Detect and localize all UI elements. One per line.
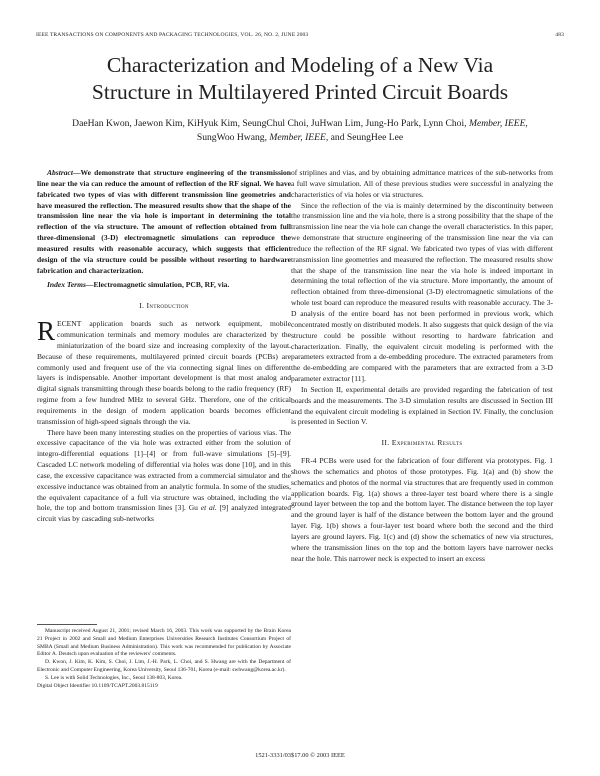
author-line-1 [40, 117, 560, 131]
author-role-2: Member, IEEE, [269, 131, 329, 143]
intro-paragraph-2-text-b: [9] analyzed integrated circuit vias by cascading sub-networks [37, 503, 292, 524]
intro-paragraph-2-text-a: There have been many interesting studies on the properties of various vias. The excessive capacitance of the via hole was extracted either from the solution of integro-differential equations [1]–[4] or from full-wave simulations [5]–[9]. Cascaded LC network modeling of differential via holes was done [10], and in this case, the excessive capacitance was extracted from a commercial simulator and the excessive inductance was obtained from an analytic formula. In some of the studies, the equivalent capacitance of a full via structure was obtained, including the via hole, the top and bottom transmission lines [3]. [37, 427, 291, 513]
left-column [37, 168, 291, 525]
intro-paragraph-2 [37, 428, 291, 526]
intro-paragraph-1 [37, 316, 292, 427]
title-line-2: Structure in Multilayered Printed Circuit Boards [91, 80, 509, 104]
intro-author-gu: Gu [188, 503, 198, 513]
first-word: ECENT [57, 319, 82, 329]
intro-paragraph-2-continued: of striplines and vias, and by obtaining admittance matrices of the sub-networks from a full wave simulation. All of these previous studies were successful in analyzing the characteristics of via holes or via structures. [291, 168, 553, 199]
page-footer: 1521-3331/03$17.00 © 2003 IEEE [255, 752, 345, 759]
section-2-heading: II. Experimental Results [381, 438, 463, 448]
journal-name: IEEE TRANSACTIONS ON COMPONENTS AND PACKAGING TECHNOLOGIES, VOL. 26, NO. 2, JUNE 2003 [36, 32, 309, 38]
intro-paragraph-3: Since the reflection of the via is mainly determined by the discontinuity between the transmission line and the via hole, there is a strong possibility that the shape of the transmission line near the via hole can change the overall characteristics. In this paper, we demonstrate that structure engineering of the transmission line near the via can reduce the reflection of the RF signal. We fabricated two types of vias with different transmission line geometries and measured the reflection. The measured results show that the shape of the transmission line near the via hole is indeed important in determining the total reflection of the via structure. More importantly, the amount of reflection obtained from three-dimensional (3-D) electromagnetic simulations of the whole test board can reproduce the measured results with reasonable accuracy. The 3-D analysis of the entire board has not been performed in previous work, which concentrated mostly on distributed models. It also suggests that quick design of the via structure could be possible without resorting to hardware fabrication and characterization. Finally, the equivalent circuit modeling is performed with the parameters extracted from a de-embedding procedure. The extracted parameters from the de-embedding are compared with the parameters that are extracted from a 3-D parameter extractor [11]. [291, 200, 553, 384]
author-names-3: and SeungHee Lee [330, 131, 404, 143]
page-number: 483 [555, 32, 564, 38]
index-terms [37, 280, 291, 291]
intro-paragraph-4: In Section II, experimental details are provided regarding the fabrication of test boards and the measurements. The 3-D simulation results are discussed in Section III and the equivalent circuit modeling is explained in Section IV. Finally, the conclusion is presented in Section V. [291, 384, 553, 427]
abstract-label: Abstract— [47, 168, 81, 177]
running-header [36, 31, 564, 39]
author-role-1: Member, IEEE, [468, 118, 528, 129]
section-1-heading: I. Introduction [139, 301, 189, 311]
experimental-paragraph-1: FR-4 PCBs were used for the fabrication of four different via prototypes. Fig. 1 shows the schematics and photos of those prototypes. Fig. 1(a) and (b) show the schematics and photos of the normal via structures that are frequently used in common application boards. Fig. 1(a) shows a three-layer test board where there is a single ground layer between the top and the bottom layer. The distance between the top layer and the ground layer is half of the distance between the bottom layer and the ground layer. Fig. 1(b) shows a four-layer test board where both the second and the third layers are ground layers. Fig. 1(c) and (d) show the schematics of new via structures, where the transmission lines on the top and the bottom layers have narrower necks near the hole. This narrower neck is expected to insert an excess [291, 456, 553, 563]
intro-et-al: et al. [200, 503, 217, 513]
author-line-2 [40, 131, 560, 145]
index-terms-text: Electromagnetic simulation, PCB, RF, via. [93, 280, 230, 290]
author-names-1: DaeHan Kwon, Jaewon Kim, KiHyuk Kim, SeungChul Choi, JuHwan Lim, Jung-Ho Park, Lynn Choi, [72, 118, 467, 129]
intro-paragraph-1-text: application boards such as network equipment, mobile communication terminals and memory modules are characterized by the miniaturization of the board size and increasing complexity of the layout. Because of these requirements, multilayered printed circuit boards (PCBs) are commonly used and frequent use of the via connecting signal lines on different layers is indispensable. Another important development is that most analog and digital signals transmitting through these boards belong to the radio frequency (RF) regime from a few hundred MHz to several GHz. Therefore, one of the critical requirements in the design of modern application boards becomes efficient transmission of high-speed signals through the via. [37, 319, 292, 426]
footnote-doi: Digital Object Identifier 10.1109/TCAPT.2003.815119 [37, 682, 158, 689]
footnote-affiliation-2: S. Lee is with Solid Technologies, Inc., Seoul 138-803, Korea. [45, 674, 183, 681]
footnote-block [37, 628, 291, 690]
drop-cap: R [37, 316, 56, 347]
footnote-affiliation: D. Kwon, J. Kim, K. Kim, S. Choi, J. Lim, J.-H. Park, L. Choi, and S. Hwang are with the Department of Electronic and Computer Engineering, Korea University, Seoul 136-701, Korea (e-mail: swhwang@korea.ac.kr). [37, 659, 291, 673]
right-column [291, 168, 553, 565]
author-list [40, 117, 560, 144]
abstract [37, 168, 291, 276]
paper-title [30, 52, 570, 106]
footnote-manuscript: Manuscript received August 21, 2001; revised March 16, 2003. This work was supported by the Brain Korea 21 Project in 2002 and Small and Medium Enterprises Universities Research Institutes Consortium Project of SMBA (Small and Medium Business Administration). This work was recommended for publication by Associate Editor A. Deutsch upon evaluation of the reviewers' comments. [37, 628, 291, 658]
footnote-divider [37, 624, 97, 625]
title-line-1: Characterization and Modeling of a New Via [106, 53, 494, 77]
author-names-2: SungWoo Hwang, [196, 131, 267, 143]
abstract-text: We demonstrate that structure engineering of the transmission line near the via can reduce the amount of reflection of the RF signal. We have fabricated two types of vias with different transmission line geometries and have measured the reflection. The measured results show that the shape of the transmission line near the via hole is important in determining the total reflection of the via structure. The amount of reflection obtained from full three-dimensional (3-D) electromagnetic simulations can reproduce the measured results with reasonable accuracy, which suggests that efficient design of the via structure could be possible without resorting to hardware fabrication and characterization. [37, 168, 291, 275]
index-terms-label: Index Terms— [47, 280, 94, 290]
